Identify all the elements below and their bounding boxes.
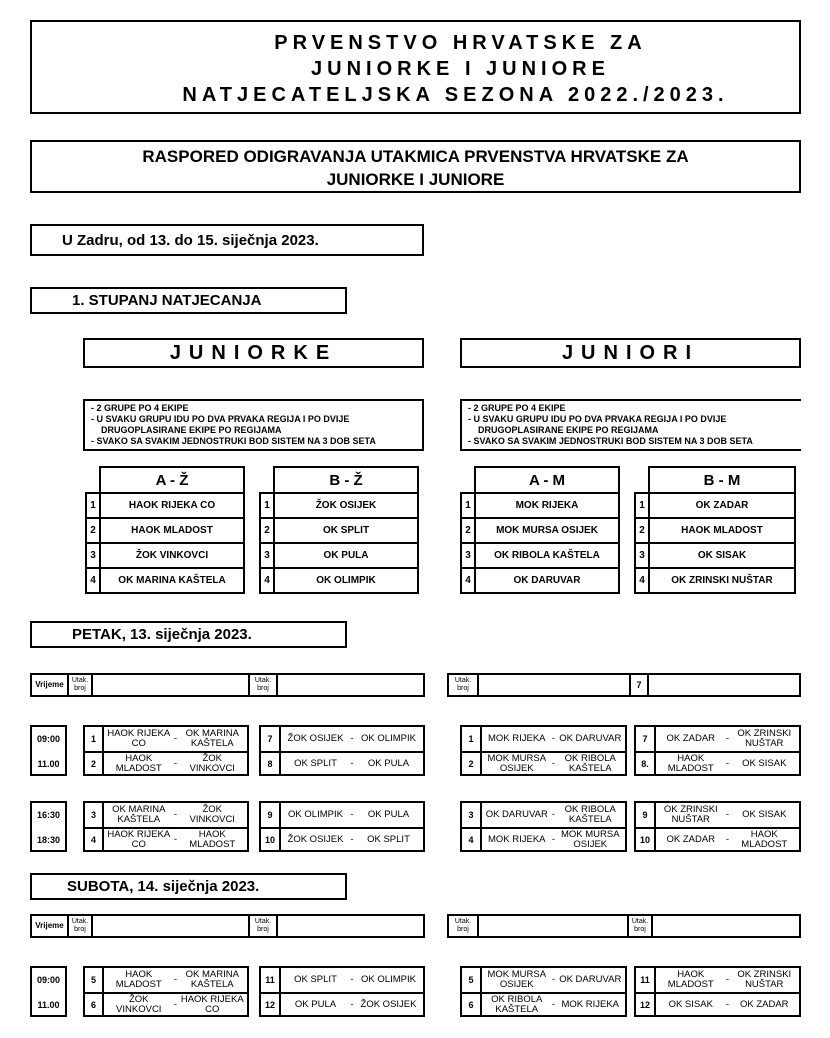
match-block <box>460 801 627 852</box>
match-teams <box>104 727 247 751</box>
blank-cell <box>649 675 801 695</box>
team-number: 3 <box>461 543 475 568</box>
team-number: 2 <box>86 518 100 543</box>
home-team: OK RIBOLA KAŠTELA <box>491 994 543 1015</box>
time-label: 09:00 <box>36 734 61 744</box>
home-team: OK DARUVAR <box>485 809 548 820</box>
dash-separator: - <box>725 999 730 1010</box>
saturday-header-row-left <box>30 914 425 938</box>
away-team: HAOK MLADOST <box>189 829 236 850</box>
dash-separator: - <box>173 809 178 820</box>
team-name: ŽOK VINKOVCI <box>100 543 244 568</box>
team-number: 3 <box>635 543 649 568</box>
match-number-header: Utak. broj <box>69 675 93 695</box>
team-name: OK SISAK <box>649 543 795 568</box>
match-number: 2 <box>462 752 482 776</box>
home-team: OK MARINA KAŠTELA <box>112 804 166 825</box>
saturday-header-row-right <box>447 914 801 938</box>
away-team: OK RIBOLA KAŠTELA <box>564 804 616 825</box>
saturday-title: SUBOTA, 14. siječnja 2023. <box>30 873 347 900</box>
team-name: MOK MURSA OSIJEK <box>475 518 619 543</box>
dash-separator: - <box>350 758 354 769</box>
match-teams <box>104 968 247 992</box>
rule-line: - SVAKO SA SVAKIM JEDNOSTRUKI BOD SISTEM NA 3 DOB SETA <box>91 436 376 446</box>
away-team: OK ZADAR <box>739 999 789 1010</box>
match-teams <box>281 727 423 751</box>
team-number: 1 <box>260 493 274 518</box>
time-box <box>30 966 67 1017</box>
match-row <box>462 968 625 994</box>
home-team: OK SISAK <box>668 999 713 1010</box>
home-team: ŽOK OSIJEK <box>287 834 344 845</box>
match-number: 9 <box>261 803 281 827</box>
away-team: OK DARUVAR <box>559 974 622 985</box>
team-name: OK OLIMPIK <box>274 568 418 593</box>
match-row <box>636 993 799 1017</box>
away-team: OK MARINA KAŠTELA <box>185 728 239 749</box>
team-number: 4 <box>635 568 649 593</box>
team-number: 3 <box>260 543 274 568</box>
time-box <box>30 801 67 852</box>
dash-separator: - <box>173 758 178 769</box>
match-row <box>462 828 625 852</box>
dash-separator: - <box>173 999 178 1010</box>
match-number: 9 <box>636 803 656 827</box>
match-number: 7 <box>261 727 281 751</box>
match-teams <box>281 803 423 827</box>
away-team: OK SISAK <box>742 758 787 769</box>
time-box <box>30 725 67 776</box>
match-teams <box>656 752 799 776</box>
match-number: 5 <box>462 968 482 992</box>
match-teams <box>281 828 423 852</box>
match-teams <box>281 752 423 776</box>
match-block <box>460 966 627 1017</box>
match-row <box>85 752 247 776</box>
away-team: OK OLIMPIK <box>361 733 416 744</box>
rule-line: - U SVAKU GRUPU IDU PO DVA PRVAKA REGIJA I PO DVIJE <box>468 414 727 424</box>
match-number: 11 <box>636 968 656 992</box>
home-team: OK SPLIT <box>294 974 337 985</box>
dash-separator: - <box>173 733 178 744</box>
rule-line: - SVAKO SA SVAKIM JEDNOSTRUKI BOD SISTEM NA 3 DOB SETA <box>468 436 753 446</box>
match-number-header: Utak. broj <box>449 916 479 936</box>
blank-cell <box>93 916 250 936</box>
away-team: OK OLIMPIK <box>361 974 416 985</box>
match-teams <box>482 993 625 1017</box>
home-team: ŽOK OSIJEK <box>287 733 344 744</box>
match-number: 7 <box>629 675 649 695</box>
women-rules <box>83 399 424 451</box>
home-team: ŽOK VINKOVCI <box>116 994 162 1015</box>
time-label: 09:00 <box>36 975 61 985</box>
home-team: MOK MURSA OSIJEK <box>487 969 547 990</box>
match-teams <box>104 752 247 776</box>
match-row <box>85 993 247 1017</box>
header-line-1: PRVENSTVO HRVATSKE ZA <box>274 32 647 54</box>
friday-header-row-right <box>447 673 801 697</box>
dash-separator: - <box>551 999 556 1010</box>
home-team: HAOK RIJEKA CO <box>107 829 171 850</box>
dash-separator: - <box>350 733 354 744</box>
match-block <box>634 725 801 776</box>
team-name: OK RIBOLA KAŠTELA <box>475 543 619 568</box>
match-teams <box>656 993 799 1017</box>
stage-box: 1. STUPANJ NATJECANJA <box>30 287 347 314</box>
match-number: 6 <box>462 993 482 1017</box>
time-label: 16:30 <box>36 810 61 820</box>
match-teams <box>482 803 625 827</box>
match-teams <box>482 968 625 992</box>
match-row <box>636 727 799 753</box>
match-teams <box>482 752 625 776</box>
rule-line: - 2 GRUPE PO 4 EKIPE <box>468 403 566 413</box>
time-label: 11.00 <box>37 759 60 769</box>
dash-separator: - <box>350 834 354 845</box>
dash-separator: - <box>551 809 556 820</box>
match-number: 1 <box>462 727 482 751</box>
friday-header-row-left <box>30 673 425 697</box>
blank-cell <box>93 675 250 695</box>
away-team: MOK RIJEKA <box>561 999 620 1010</box>
team-name: HAOK MLADOST <box>649 518 795 543</box>
match-teams <box>656 968 799 992</box>
away-team: OK SISAK <box>742 809 787 820</box>
schedule-title-line-2: JUNIORKE I JUNIORE <box>326 170 505 189</box>
rule-line: DRUGOPLASIRANE EKIPE PO REGIJAMA <box>101 425 282 435</box>
home-team: HAOK MLADOST <box>115 753 162 774</box>
match-teams <box>482 727 625 751</box>
friday-title: PETAK, 13. siječnja 2023. <box>30 621 347 648</box>
time-header: Vrijeme <box>32 675 69 695</box>
women-title: JUNIORKE <box>83 338 424 368</box>
team-name: OK PULA <box>274 543 418 568</box>
dash-separator: - <box>725 809 730 820</box>
match-block <box>83 801 249 852</box>
match-row <box>261 828 423 852</box>
time-label: 11.00 <box>37 1000 60 1010</box>
match-number: 4 <box>462 828 482 852</box>
match-number: 11 <box>261 968 281 992</box>
team-name: HAOK RIJEKA CO <box>100 493 244 518</box>
match-row <box>261 968 423 994</box>
match-row <box>261 803 423 829</box>
away-team: OK PULA <box>367 758 410 769</box>
match-number: 7 <box>636 727 656 751</box>
team-number: 4 <box>461 568 475 593</box>
dash-separator: - <box>725 758 730 769</box>
blank-cell <box>479 675 629 695</box>
match-number-header: Utak. broj <box>69 916 93 936</box>
match-number: 12 <box>261 993 281 1017</box>
blank-cell <box>479 916 629 936</box>
header-box <box>30 20 801 114</box>
rule-line: DRUGOPLASIRANE EKIPE PO REGIJAMA <box>478 425 659 435</box>
home-team: HAOK MLADOST <box>115 969 162 990</box>
away-team: OK ZRINSKI NUŠTAR <box>737 969 792 990</box>
group-name: A - M <box>475 467 619 493</box>
team-name: OK ZRINSKI NUŠTAR <box>649 568 795 593</box>
rule-line: - 2 GRUPE PO 4 EKIPE <box>91 403 189 413</box>
match-block <box>460 725 627 776</box>
team-number: 1 <box>86 493 100 518</box>
men-rules <box>460 399 801 451</box>
match-block <box>83 725 249 776</box>
dash-separator: - <box>551 834 556 845</box>
home-team: OK PULA <box>294 999 337 1010</box>
team-number: 2 <box>461 518 475 543</box>
home-team: OK OLIMPIK <box>288 809 343 820</box>
match-number: 1 <box>85 727 104 751</box>
blank-cell <box>653 916 801 936</box>
match-row <box>85 968 247 994</box>
home-team: OK SPLIT <box>294 758 337 769</box>
home-team: OK ZRINSKI NUŠTAR <box>663 804 718 825</box>
match-teams <box>104 803 247 827</box>
dash-separator: - <box>350 809 354 820</box>
match-block <box>634 966 801 1017</box>
match-teams <box>104 993 247 1017</box>
away-team: OK SPLIT <box>367 834 410 845</box>
blank-cell <box>278 675 425 695</box>
match-number: 12 <box>636 993 656 1017</box>
team-number: 4 <box>86 568 100 593</box>
match-number: 2 <box>85 752 104 776</box>
dash-separator: - <box>551 974 556 985</box>
dash-separator: - <box>350 974 354 985</box>
men-title: JUNIORI <box>460 338 801 368</box>
match-row <box>261 727 423 753</box>
match-teams <box>656 828 799 852</box>
away-team: OK PULA <box>367 809 410 820</box>
match-number: 3 <box>462 803 482 827</box>
match-block <box>634 801 801 852</box>
team-name: OK SPLIT <box>274 518 418 543</box>
match-number-header: Utak. broj <box>250 916 278 936</box>
match-row <box>636 828 799 852</box>
match-row <box>462 993 625 1017</box>
home-team: MOK RIJEKA <box>487 834 546 845</box>
match-row <box>636 752 799 776</box>
dash-separator: - <box>725 834 730 845</box>
match-number-header: Utak. broj <box>449 675 479 695</box>
home-team: OK ZADAR <box>666 834 716 845</box>
dash-separator: - <box>551 733 556 744</box>
match-number-header: Utak. broj <box>629 916 653 936</box>
group-a-women <box>85 466 245 594</box>
time-header: Vrijeme <box>32 916 69 936</box>
match-row <box>636 968 799 994</box>
match-number-header: Utak. broj <box>250 675 278 695</box>
match-number: 10 <box>261 828 281 852</box>
match-row <box>462 752 625 776</box>
team-number: 3 <box>86 543 100 568</box>
match-row <box>261 993 423 1017</box>
team-number: 2 <box>635 518 649 543</box>
match-block <box>259 725 425 776</box>
group-a-men <box>460 466 620 594</box>
match-number: 8 <box>261 752 281 776</box>
team-number: 2 <box>260 518 274 543</box>
match-row <box>85 727 247 753</box>
away-team: HAOK RIJEKA CO <box>180 994 244 1015</box>
group-name: A - Ž <box>100 467 244 493</box>
rule-line: - U SVAKU GRUPU IDU PO DVA PRVAKA REGIJA I PO DVIJE <box>91 414 350 424</box>
location-box: U Zadru, od 13. do 15. siječnja 2023. <box>30 224 424 256</box>
header-line-2: JUNIORKE I JUNIORE <box>311 58 610 80</box>
schedule-title-line-1: RASPORED ODIGRAVANJA UTAKMICA PRVENSTVA HRVATSKE ZA <box>142 147 689 166</box>
team-name: OK MARINA KAŠTELA <box>100 568 244 593</box>
home-team: MOK RIJEKA <box>487 733 546 744</box>
home-team: HAOK RIJEKA CO <box>107 728 171 749</box>
dash-separator: - <box>725 733 730 744</box>
match-number: 6 <box>85 993 104 1017</box>
match-row <box>85 828 247 852</box>
match-number: 3 <box>85 803 104 827</box>
match-block <box>83 966 249 1017</box>
header-line-3: NATJECATELJSKA SEZONA 2022./2023. <box>182 84 729 106</box>
match-row <box>462 803 625 829</box>
team-name: ŽOK OSIJEK <box>274 493 418 518</box>
away-team: OK DARUVAR <box>559 733 622 744</box>
dash-separator: - <box>551 758 556 769</box>
match-row <box>462 727 625 753</box>
team-number: 1 <box>635 493 649 518</box>
blank-cell <box>278 916 425 936</box>
match-number: 5 <box>85 968 104 992</box>
time-label: 18:30 <box>36 835 61 845</box>
dash-separator: - <box>173 974 178 985</box>
group-b-men <box>634 466 796 594</box>
home-team: OK ZADAR <box>666 733 716 744</box>
team-name: HAOK MLADOST <box>100 518 244 543</box>
away-team: OK MARINA KAŠTELA <box>185 969 239 990</box>
team-name: OK ZADAR <box>649 493 795 518</box>
dash-separator: - <box>173 834 178 845</box>
match-teams <box>281 993 423 1017</box>
schedule-title-box <box>30 140 801 193</box>
match-block <box>259 966 425 1017</box>
group-name: B - Ž <box>274 467 418 493</box>
team-number: 4 <box>260 568 274 593</box>
match-row <box>636 803 799 829</box>
away-team: ŽOK VINKOVCI <box>189 804 235 825</box>
match-teams <box>104 828 247 852</box>
away-team: ŽOK OSIJEK <box>360 999 417 1010</box>
match-teams <box>656 803 799 827</box>
dash-separator: - <box>725 974 730 985</box>
dash-separator: - <box>350 999 354 1010</box>
away-team: ŽOK VINKOVCI <box>189 753 235 774</box>
match-teams <box>656 727 799 751</box>
away-team: OK ZRINSKI NUŠTAR <box>737 728 792 749</box>
team-name: MOK RIJEKA <box>475 493 619 518</box>
group-name: B - M <box>649 467 795 493</box>
match-teams <box>482 828 625 852</box>
match-number: 10 <box>636 828 656 852</box>
away-team: OK RIBOLA KAŠTELA <box>564 753 616 774</box>
match-number: 8. <box>636 752 656 776</box>
home-team: HAOK MLADOST <box>667 753 714 774</box>
match-teams <box>281 968 423 992</box>
match-row <box>261 752 423 776</box>
group-b-women <box>259 466 419 594</box>
match-number: 4 <box>85 828 104 852</box>
match-block <box>259 801 425 852</box>
away-team: MOK MURSA OSIJEK <box>560 829 620 850</box>
away-team: HAOK MLADOST <box>741 829 788 850</box>
match-row <box>85 803 247 829</box>
team-number: 1 <box>461 493 475 518</box>
home-team: HAOK MLADOST <box>667 969 714 990</box>
home-team: MOK MURSA OSIJEK <box>487 753 547 774</box>
team-name: OK DARUVAR <box>475 568 619 593</box>
